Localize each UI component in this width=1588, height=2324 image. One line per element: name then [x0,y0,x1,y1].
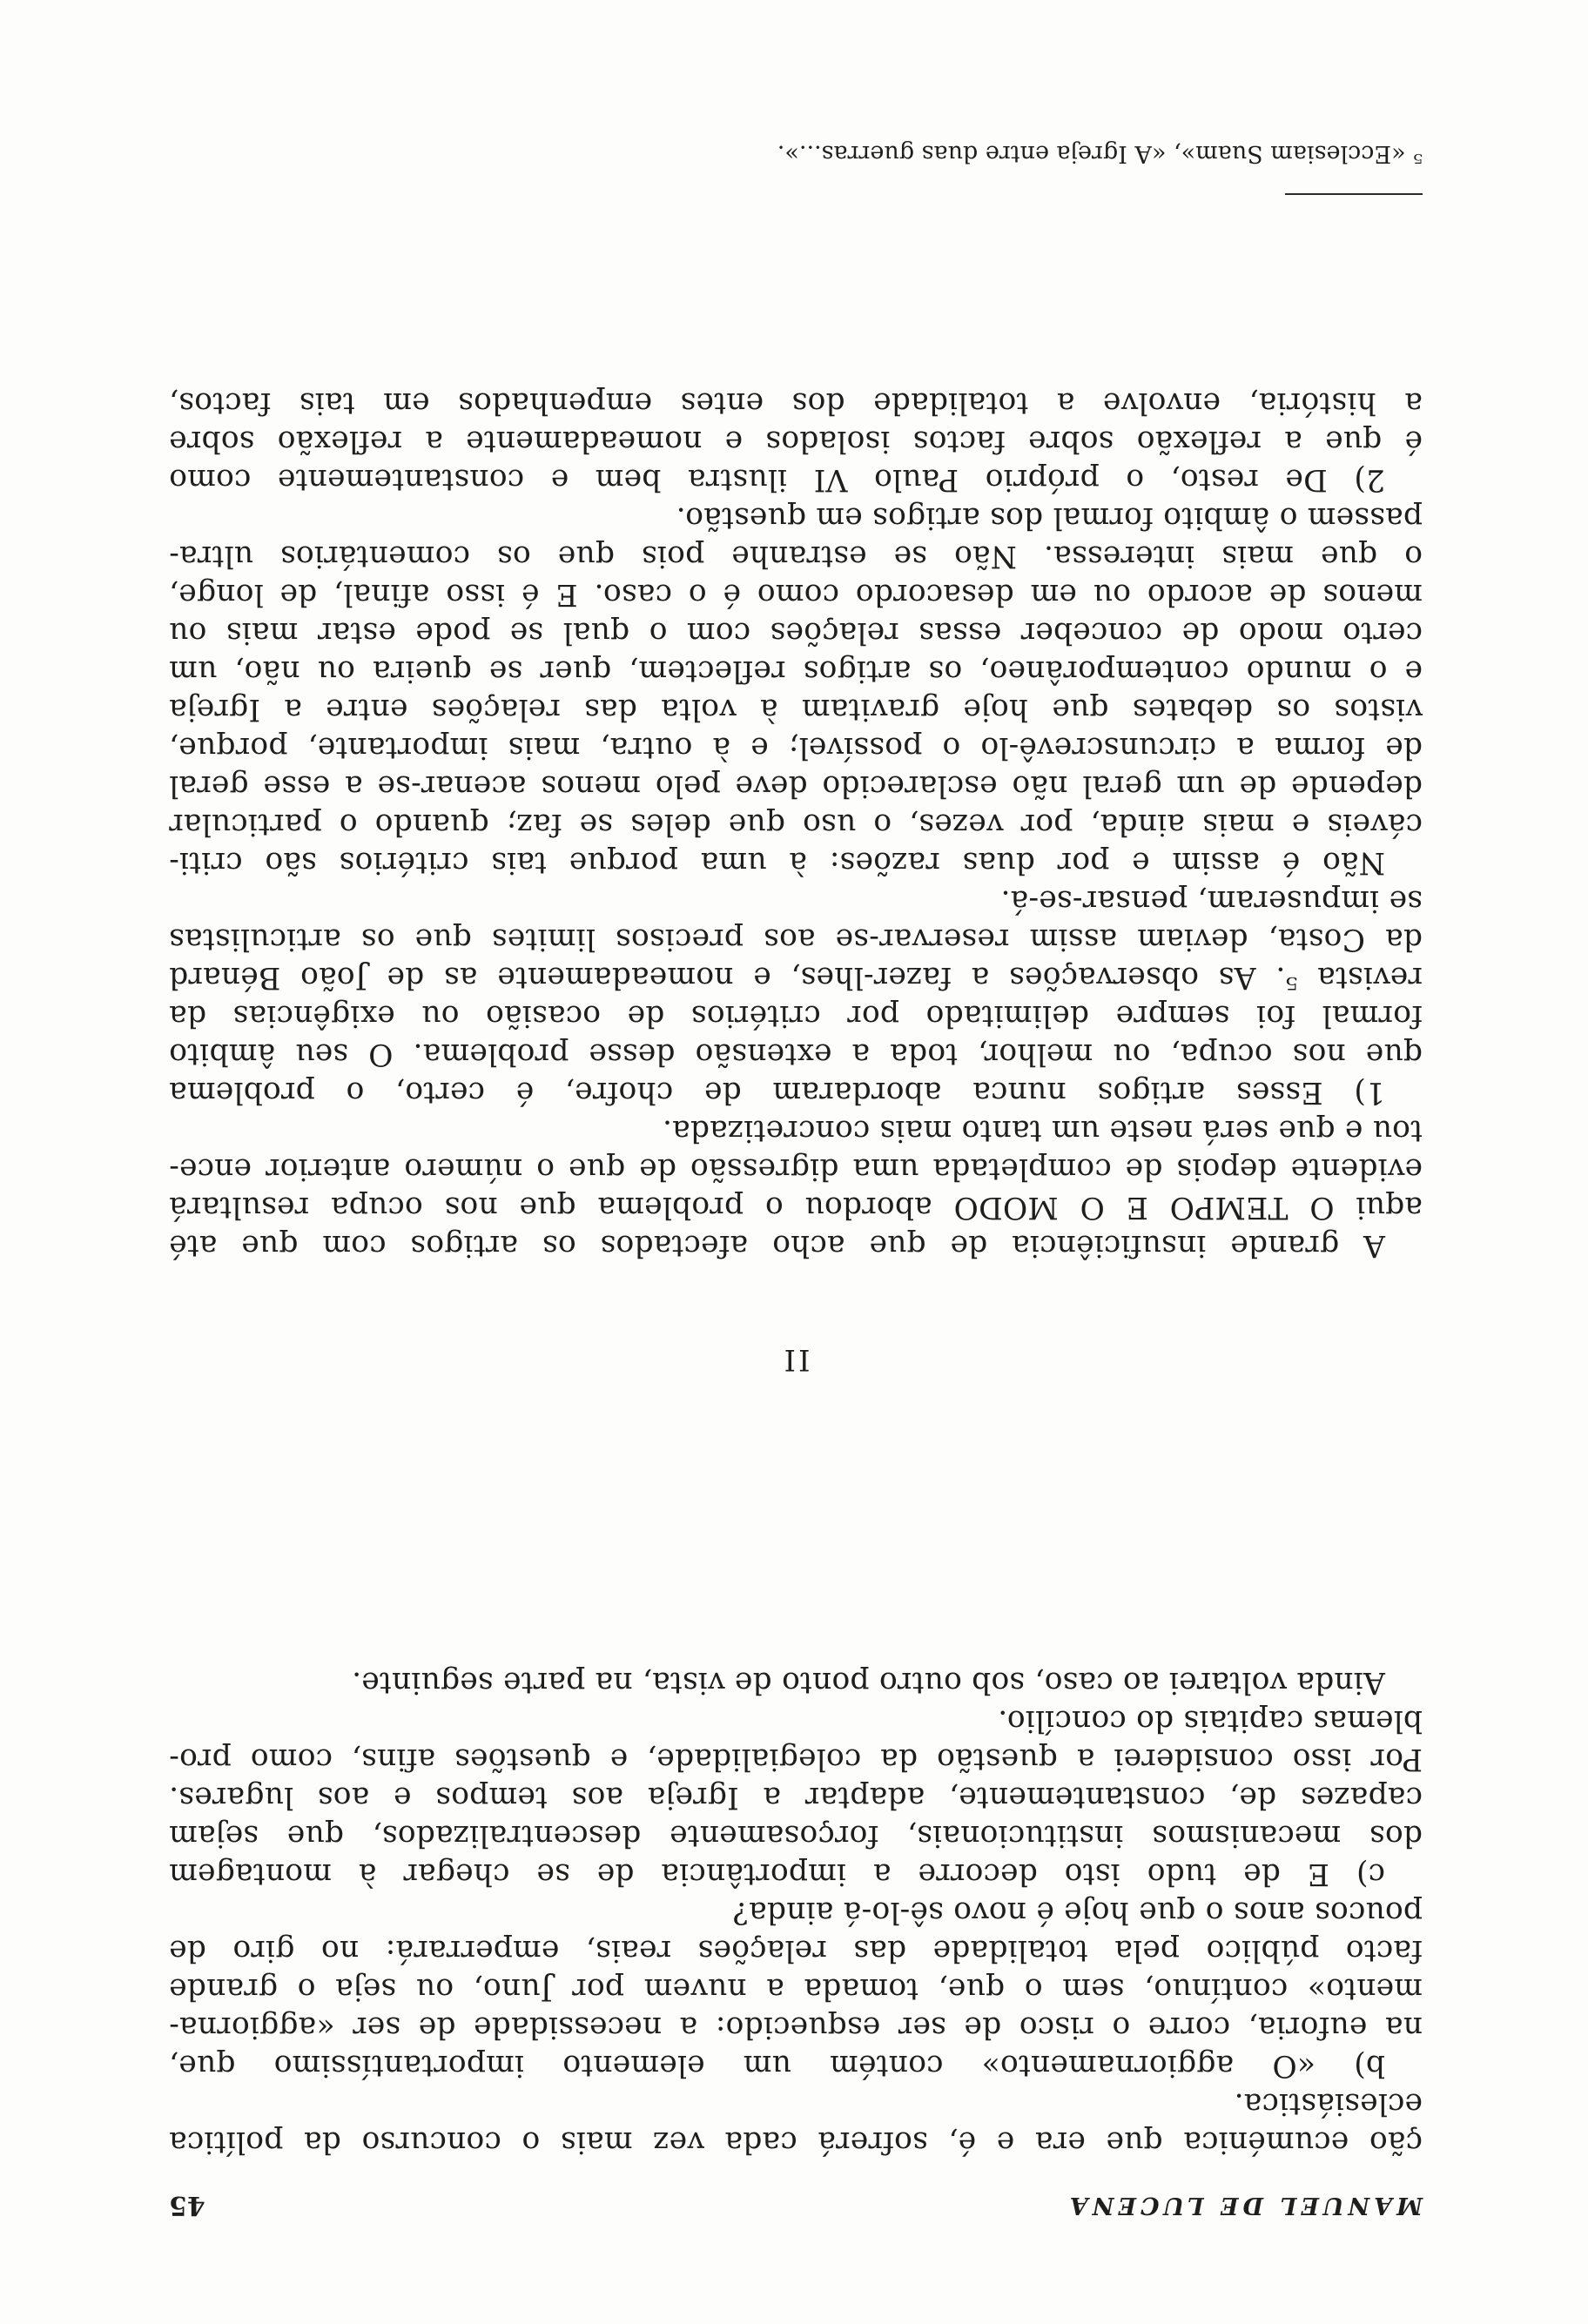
text-line: c) E de tudo isto decorre a importância de se chegar à montagem [169,1857,1385,1891]
text-line: b) «O aggiornamento» contém um elemento importantíssimo que, [169,2048,1385,2083]
text-line: aqui O TEMPO E O MODO abordou o problema que nos ocupa resultará [169,1190,1423,1225]
text-line: blemas capitais do concílio. [998,1703,1423,1738]
text-line: 2) De resto, o próprio Paulo VI ilustra bem e constantemente como [169,462,1385,497]
text-line: revista ⁵. As observações a fazer-lhes, e nomeadamente as de João Bénard [169,960,1423,995]
text-line: poucos anos o que hoje é novo sê-lo-á ainda? [732,1895,1423,1930]
text-line: evidente depois de completada uma digressão de que o número anterior ence- [169,1152,1423,1186]
text-line: de forma a circunscrevê-lo o possível; e à outra, mais importante, porque, [169,730,1423,765]
text-line: e o mundo contemporâneo, os artigos reflectem, quer se queira ou não, um [169,654,1423,688]
text-line: cáveis e mais ainda, por vezes, o uso que deles se faz; quando o particular [169,807,1423,842]
footnote-rule [1285,193,1423,195]
text-line: certo modo de conceber essas relações com o qual se pode estar mais ou [169,615,1423,650]
text-line: Não é assim e por duas razões: à uma porque tais critérios são criti- [169,845,1385,880]
section-heading: II [781,1342,811,1377]
text-line: se impuseram, pensar-se-á. [1000,883,1423,918]
text-line: depende de um geral não esclarecido deve pelo menos acenar-se a esse geral [169,769,1423,803]
text-line: 1) Esses artigos nunca abordaram de chofre, é certo, o problema [169,1075,1385,1110]
text-line: é que a reflexão sobre factos isolados e nomeadamente a reflexão sobre [169,424,1423,459]
text-line: mento» contínuo, sem o que, tomada a nuvem por Juno, ou seja o grande [169,1971,1423,2006]
text-line: passem o âmbito formal dos artigos em questão. [676,500,1423,535]
running-head-author: MANUEL DE LUCENA [1065,2192,1423,2219]
text-line: a história, envolve a totalidade dos entes empenhados em tais factos, [169,386,1423,420]
text-line: Por isso considerei a questão da colegialidade, e questões afins, como pro- [169,1742,1423,1777]
text-line: Ainda voltarei ao caso, sob outro ponto de vista, na parte seguinte. [351,1665,1385,1700]
text-line: na euforia, corre o risco de ser esquecido: a necessidade de ser «aggiorna- [169,2010,1423,2045]
text-line: o que mais interessa. Não se estranhe pois que os comentários ultra- [169,539,1423,574]
text-line: menos de acordo ou em desacordo como é o caso. E é isso afinal, de longe, [169,577,1423,612]
text-line: da Costa, deviam assim reservar-se aos precisos limites que os articulistas [169,922,1423,957]
text-line: dos mecanismos institucionais, forçosamente descentralizados, que sejam [169,1818,1423,1853]
running-head [169,2190,1423,2220]
footnote: ⁵ «Ecclesiam Suam», «A Igreja entre duas guerras...». [777,140,1423,167]
text-line: eclesiástica. [1234,2086,1423,2121]
text-line: capazes de, constantemente, adaptar a Igreja aos tempos e aos lugares. [169,1780,1423,1815]
page-number: 45 [169,2190,205,2220]
text-line: vistos os debates que hoje gravitam à volta das relações entre a Igreja [169,692,1423,727]
text-line: facto público pela totalidade das relações reais, emperrará: no giro de [169,1933,1423,1968]
text-line: que nos ocupa, ou melhor, toda a extensão desse problema. O seu âmbito [169,1037,1423,1071]
text-line: ção ecuménica que era e é, sofrerá cada vez mais o concurso da política [169,2125,1423,2159]
text-line: A grande insuficiência de que acho afectados os artigos com que até [169,1228,1385,1263]
text-line: formal foi sempre delimitado por critérios de ocasião ou exigências da [169,998,1423,1033]
text-line: tou e que será neste um tanto mais concretizada. [662,1113,1423,1148]
